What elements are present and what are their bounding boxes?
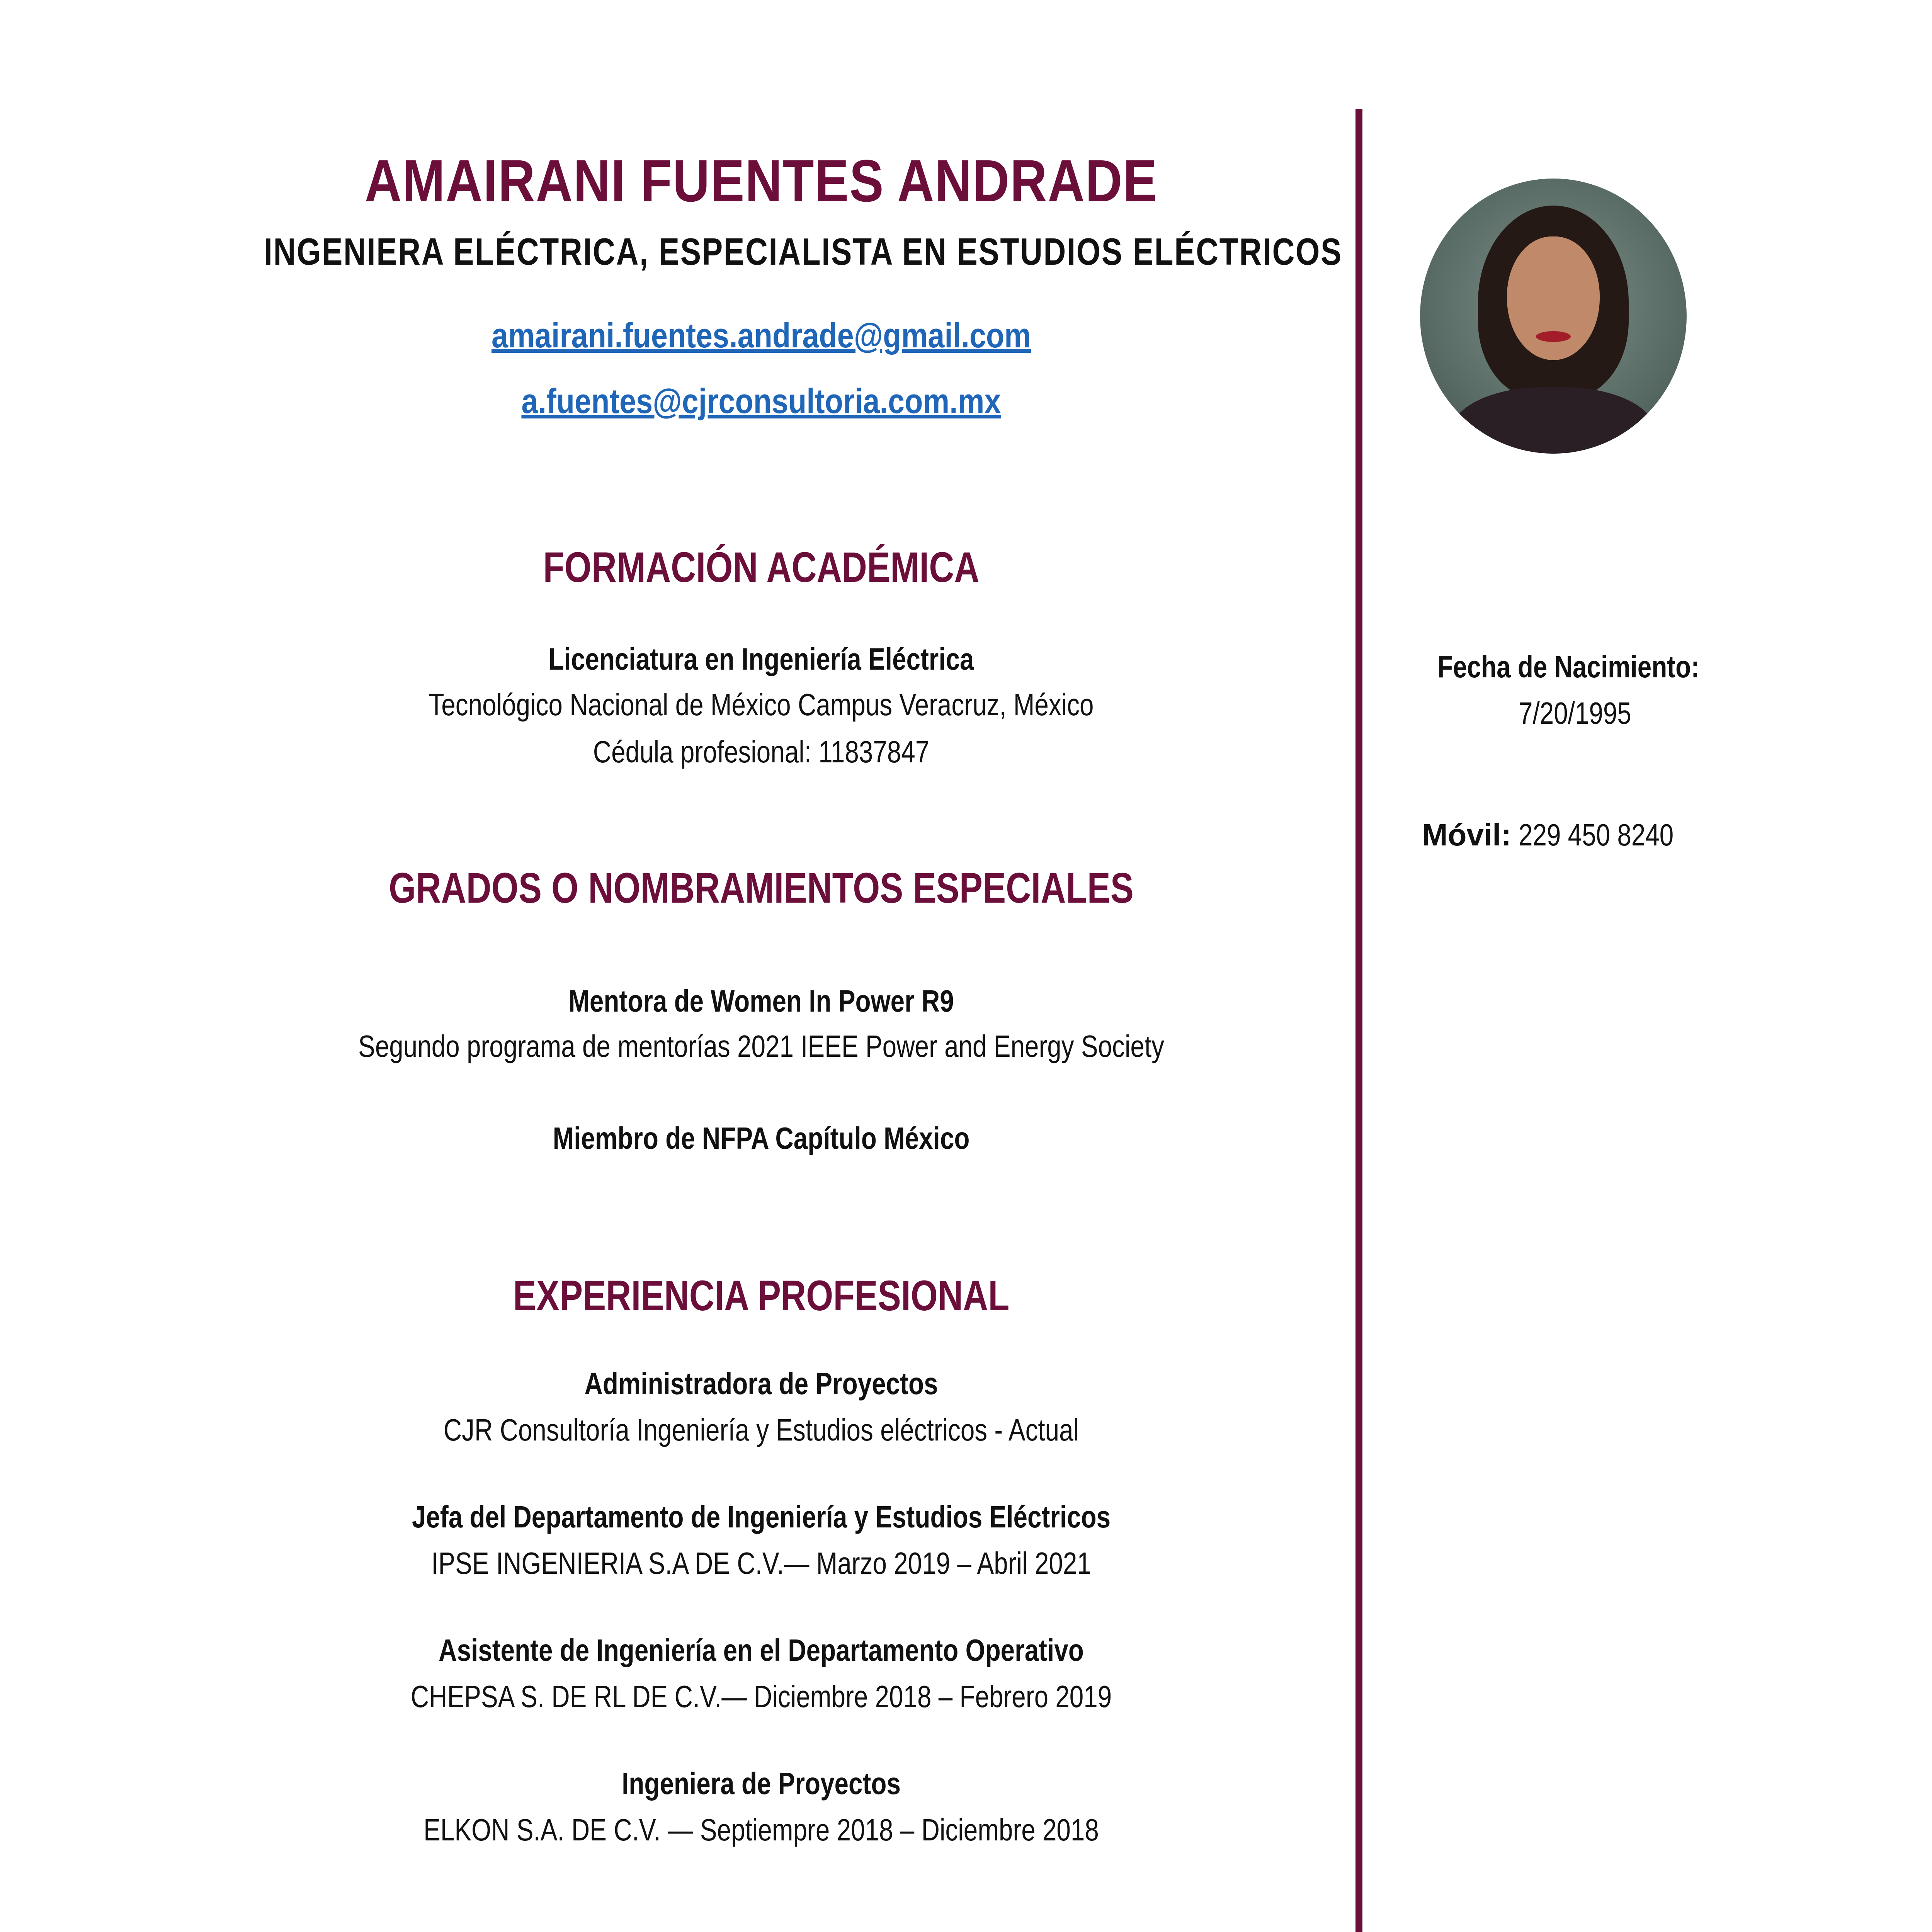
phone-label: Móvil: <box>1422 818 1512 852</box>
vertical-divider <box>1355 109 1362 1932</box>
education-license: Cédula profesional: 11837847 <box>593 735 930 769</box>
phone-row <box>1422 817 1511 853</box>
section-title-distinctions: GRADOS O NOMBRAMIENTOS ESPECIALES <box>389 864 1134 912</box>
email-link-work[interactable]: a.fuentes@cjrconsultoria.com.mx <box>521 382 1001 421</box>
experience-role: Ingeniera de Proyectos <box>622 1766 901 1801</box>
experience-role: Asistente de Ingeniería en el Departamento Operativo <box>439 1633 1084 1667</box>
photo-body <box>1451 387 1656 454</box>
birth-date-value: 7/20/1995 <box>1519 696 1631 730</box>
education-school: Tecnológico Nacional de México Campus Veracruz, México <box>429 687 1094 722</box>
candidate-name: AMAIRANI FUENTES ANDRADE <box>364 148 1158 214</box>
birth-date-label: Fecha de Nacimiento: <box>1437 650 1700 684</box>
candidate-title: INGENIERA ELÉCTRICA, ESPECIALISTA EN ESTUDIOS ELÉCTRICOS <box>264 230 1342 273</box>
experience-role: Administradora de Proyectos <box>584 1366 938 1401</box>
distinction-title: Mentora de Women In Power R9 <box>568 984 954 1018</box>
section-title-experience: EXPERIENCIA PROFESIONAL <box>513 1272 1010 1320</box>
section-title-education: FORMACIÓN ACADÉMICA <box>543 544 980 591</box>
experience-detail: CHEPSA S. DE RL DE C.V.— Diciembre 2018 – Febrero 2019 <box>410 1679 1112 1714</box>
experience-detail: ELKON S.A. DE C.V. — Septiempre 2018 – Diciembre 2018 <box>423 1813 1099 1847</box>
phone-value[interactable]: 229 450 8240 <box>1519 818 1674 852</box>
photo-lips <box>1536 331 1571 342</box>
experience-role: Jefa del Departamento de Ingeniería y Estudios Eléctricos <box>412 1500 1111 1534</box>
experience-detail: CJR Consultoría Ingeniería y Estudios eléctricos - Actual <box>443 1413 1079 1447</box>
profile-photo <box>1420 179 1687 454</box>
education-degree: Licenciatura en Ingeniería Eléctrica <box>548 642 974 676</box>
experience-detail: IPSE INGENIERIA S.A DE C.V.— Marzo 2019 – Abril 2021 <box>431 1546 1091 1580</box>
distinction-detail: Segundo programa de mentorías 2021 IEEE Power and Energy Society <box>358 1029 1164 1063</box>
distinction-title: Miembro de NFPA Capítulo México <box>553 1121 970 1155</box>
email-link-personal[interactable]: amairani.fuentes.andrade@gmail.com <box>491 316 1031 355</box>
